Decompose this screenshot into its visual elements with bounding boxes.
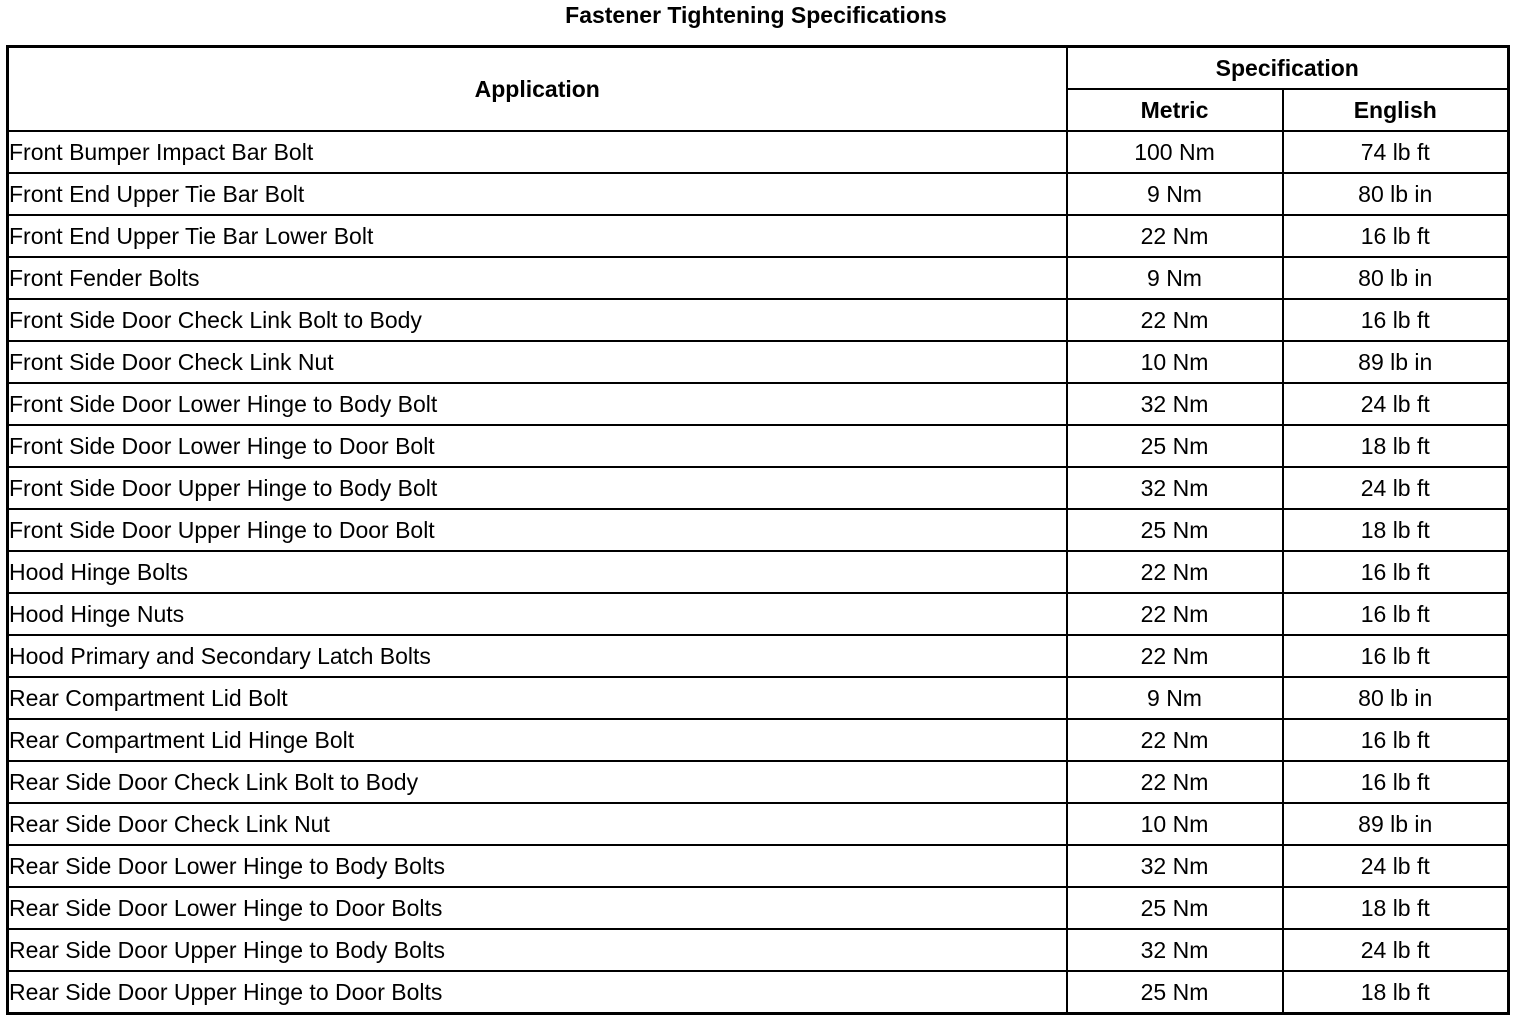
application-cell: Rear Side Door Check Link Nut [8, 803, 1067, 845]
application-cell: Rear Side Door Upper Hinge to Door Bolts [8, 971, 1067, 1014]
metric-cell: 9 Nm [1067, 677, 1283, 719]
table-header [8, 47, 1509, 132]
english-cell: 74 lb ft [1283, 131, 1509, 173]
table-row [8, 593, 1509, 635]
metric-cell: 22 Nm [1067, 761, 1283, 803]
application-cell: Hood Hinge Bolts [8, 551, 1067, 593]
application-cell: Front End Upper Tie Bar Bolt [8, 173, 1067, 215]
metric-cell: 25 Nm [1067, 971, 1283, 1014]
table-row [8, 173, 1509, 215]
english-cell: 80 lb in [1283, 257, 1509, 299]
application-cell: Front Side Door Lower Hinge to Door Bolt [8, 425, 1067, 467]
application-cell: Rear Side Door Lower Hinge to Body Bolts [8, 845, 1067, 887]
metric-cell: 22 Nm [1067, 635, 1283, 677]
table-row [8, 509, 1509, 551]
metric-cell: 9 Nm [1067, 257, 1283, 299]
header-english: English [1283, 89, 1509, 131]
metric-cell: 22 Nm [1067, 719, 1283, 761]
table-row [8, 761, 1509, 803]
english-cell: 24 lb ft [1283, 845, 1509, 887]
metric-cell: 22 Nm [1067, 215, 1283, 257]
header-application: Application [8, 47, 1067, 132]
english-cell: 16 lb ft [1283, 593, 1509, 635]
metric-cell: 10 Nm [1067, 803, 1283, 845]
application-cell: Rear Compartment Lid Bolt [8, 677, 1067, 719]
table-row [8, 803, 1509, 845]
english-cell: 18 lb ft [1283, 509, 1509, 551]
table-row [8, 131, 1509, 173]
metric-cell: 10 Nm [1067, 341, 1283, 383]
table-row [8, 425, 1509, 467]
metric-cell: 22 Nm [1067, 593, 1283, 635]
english-cell: 16 lb ft [1283, 719, 1509, 761]
table-row [8, 299, 1509, 341]
table-row [8, 971, 1509, 1014]
table-row [8, 929, 1509, 971]
english-cell: 80 lb in [1283, 677, 1509, 719]
application-cell: Front End Upper Tie Bar Lower Bolt [8, 215, 1067, 257]
metric-cell: 32 Nm [1067, 467, 1283, 509]
application-cell: Front Side Door Check Link Bolt to Body [8, 299, 1067, 341]
table-row [8, 257, 1509, 299]
application-cell: Front Side Door Check Link Nut [8, 341, 1067, 383]
table-row [8, 467, 1509, 509]
header-specification: Specification [1067, 47, 1509, 90]
english-cell: 89 lb in [1283, 803, 1509, 845]
application-cell: Front Side Door Upper Hinge to Door Bolt [8, 509, 1067, 551]
english-cell: 18 lb ft [1283, 425, 1509, 467]
table-row [8, 551, 1509, 593]
application-cell: Front Bumper Impact Bar Bolt [8, 131, 1067, 173]
metric-cell: 32 Nm [1067, 929, 1283, 971]
english-cell: 16 lb ft [1283, 215, 1509, 257]
application-cell: Rear Side Door Lower Hinge to Door Bolts [8, 887, 1067, 929]
english-cell: 80 lb in [1283, 173, 1509, 215]
english-cell: 18 lb ft [1283, 971, 1509, 1014]
page-title: Fastener Tightening Specifications [565, 2, 947, 28]
metric-cell: 25 Nm [1067, 887, 1283, 929]
metric-cell: 25 Nm [1067, 425, 1283, 467]
metric-cell: 32 Nm [1067, 383, 1283, 425]
english-cell: 24 lb ft [1283, 467, 1509, 509]
metric-cell: 22 Nm [1067, 551, 1283, 593]
table-row [8, 383, 1509, 425]
table-row [8, 845, 1509, 887]
application-cell: Rear Side Door Check Link Bolt to Body [8, 761, 1067, 803]
application-cell: Hood Hinge Nuts [8, 593, 1067, 635]
english-cell: 18 lb ft [1283, 887, 1509, 929]
application-cell: Front Side Door Lower Hinge to Body Bolt [8, 383, 1067, 425]
english-cell: 16 lb ft [1283, 299, 1509, 341]
application-cell: Front Side Door Upper Hinge to Body Bolt [8, 467, 1067, 509]
metric-cell: 9 Nm [1067, 173, 1283, 215]
table-row [8, 719, 1509, 761]
table-row [8, 341, 1509, 383]
table-body [8, 131, 1509, 1014]
english-cell: 24 lb ft [1283, 383, 1509, 425]
english-cell: 16 lb ft [1283, 635, 1509, 677]
application-cell: Rear Side Door Upper Hinge to Body Bolts [8, 929, 1067, 971]
english-cell: 16 lb ft [1283, 761, 1509, 803]
application-cell: Rear Compartment Lid Hinge Bolt [8, 719, 1067, 761]
header-metric: Metric [1067, 89, 1283, 131]
table-row [8, 677, 1509, 719]
metric-cell: 32 Nm [1067, 845, 1283, 887]
english-cell: 24 lb ft [1283, 929, 1509, 971]
table-row [8, 215, 1509, 257]
metric-cell: 25 Nm [1067, 509, 1283, 551]
specifications-table [6, 45, 1510, 1015]
application-cell: Hood Primary and Secondary Latch Bolts [8, 635, 1067, 677]
table-row [8, 887, 1509, 929]
english-cell: 89 lb in [1283, 341, 1509, 383]
table-row [8, 635, 1509, 677]
metric-cell: 100 Nm [1067, 131, 1283, 173]
metric-cell: 22 Nm [1067, 299, 1283, 341]
application-cell: Front Fender Bolts [8, 257, 1067, 299]
english-cell: 16 lb ft [1283, 551, 1509, 593]
